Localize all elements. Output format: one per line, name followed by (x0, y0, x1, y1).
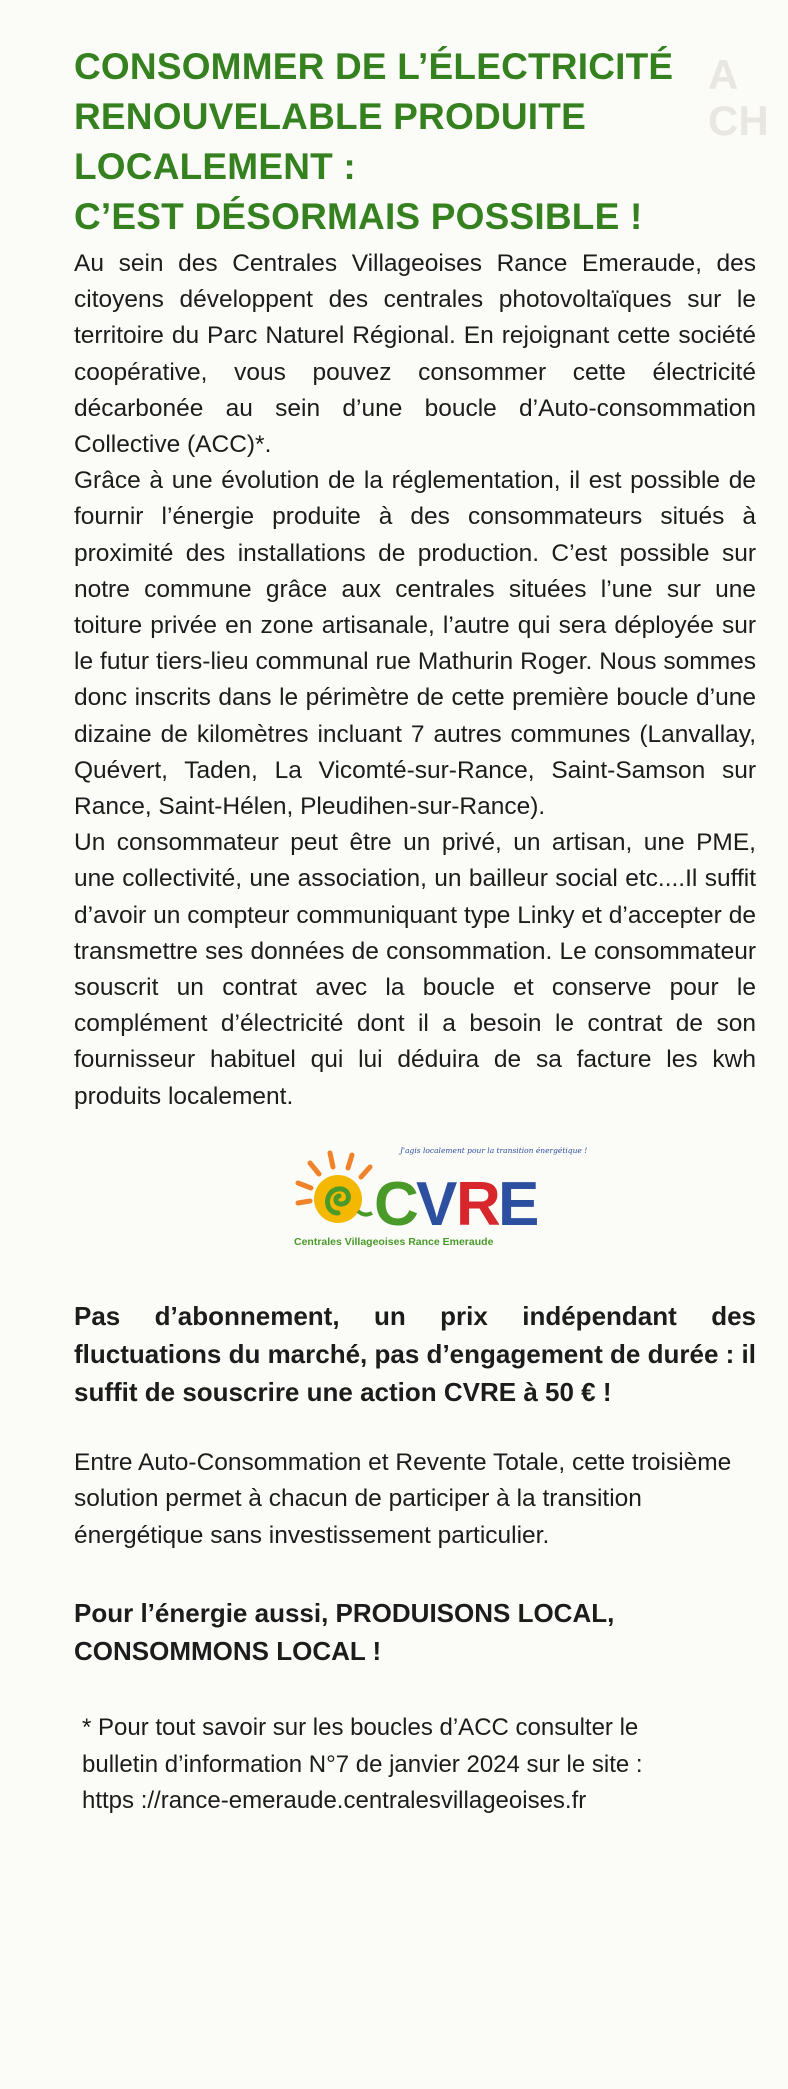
solution-text: Entre Auto-Consommation et Revente Totale, cette troisième solution permet à chacun de participer à la transition énergétique sans investissement particulier. (74, 1448, 732, 1549)
paragraph-consumer: Un consommateur peut être un privé, un artisan, une PME, une collectivité, une association, un bailleur social etc....Il suffit d’avoir un compteur communiquant type Linky et d’accepter de transmettre ses données de consommation. Le consommateur souscrit un contrat avec la boucle et conserve pour le complément d’électricité dont il a besoin le contrat de son fournisseur habituel qui lui déduira de sa facture les kwh produits localement. (74, 829, 756, 1110)
logo-letter-e: E (498, 1169, 540, 1239)
title-line: CONSOMMER DE L’ÉLECTRICITÉ (74, 46, 674, 87)
plug-icon (358, 1211, 372, 1215)
footnote (74, 1710, 756, 1820)
footnote-line: * Pour tout savoir sur les boucles d’ACC consulter le (82, 1714, 639, 1742)
cvre-logo (288, 1141, 588, 1251)
highlight-block (74, 1297, 756, 1411)
paragraph-intro: Au sein des Centrales Villageoises Rance Emeraude, des citoyens développent des centrales photovoltaïques sur le territoire du Parc Naturel Régional. En rejoignant cette société coopérative, vous pouvez consommer cette électricité décarbonée au sein d’une boucle d’Auto-consommation Collective (ACC)*. (74, 250, 756, 459)
logo-letter-v: V (416, 1169, 458, 1239)
logo-letter-r: R (456, 1169, 501, 1239)
slogan-line-1 (74, 1594, 756, 1632)
slogan-block (74, 1594, 756, 1670)
footnote-line: bulletin d’information N°7 de janvier 2024 sur le site : (82, 1750, 643, 1778)
title-line: LOCALEMENT : (74, 146, 356, 187)
paragraph-regulation: Grâce à une évolution de la réglementation, il est possible de fournir l’énergie produite à des consommateurs situés à proximité des installations de production. C’est possible sur notre commune grâce aux centrales situées l’une sur une toiture privée en zone artisanale, l’autre qui sera déployée sur le futur tiers-lieu communal rue Mathurin Roger. Nous sommes donc inscrits dans le périmètre de cette première boucle d’une dizaine de kilomètres incluant 7 autres communes (Lanvallay, Quévert, Taden, La Vicomté-sur-Rance, Saint-Samson sur Rance, Saint-Hélen, Pleudihen-sur-Rance). (74, 467, 756, 821)
article (74, 42, 756, 1820)
adjacent-page-bleed: A CH (708, 51, 769, 145)
slogan-lead: Pour l’énergie aussi, (74, 1598, 336, 1629)
article-title (74, 42, 756, 242)
footnote-url[interactable]: https ://rance-emeraude.centralesvillageoises.fr (82, 1787, 587, 1815)
article-body (74, 246, 756, 1115)
logo-tagline: J'agis localement pour la transition énergétique ! (400, 1145, 588, 1155)
slogan-produce: PRODUISONS LOCAL, (335, 1598, 615, 1629)
slogan-consume: CONSOMMONS LOCAL ! (74, 1636, 382, 1667)
logo-name: Centrales Villageoises Rance Emeraude (294, 1235, 494, 1248)
logo-letter-c: C (374, 1169, 419, 1239)
solution-block (74, 1445, 756, 1555)
title-line: RENOUVELABLE PRODUITE (74, 96, 586, 137)
title-line: C’EST DÉSORMAIS POSSIBLE ! (74, 196, 643, 237)
highlight-text: Pas d’abonnement, un prix indépendant des fluctuations du marché, pas d’engagement de durée : il suffit de souscrire une action CVRE à 50 € ! (74, 1300, 756, 1407)
